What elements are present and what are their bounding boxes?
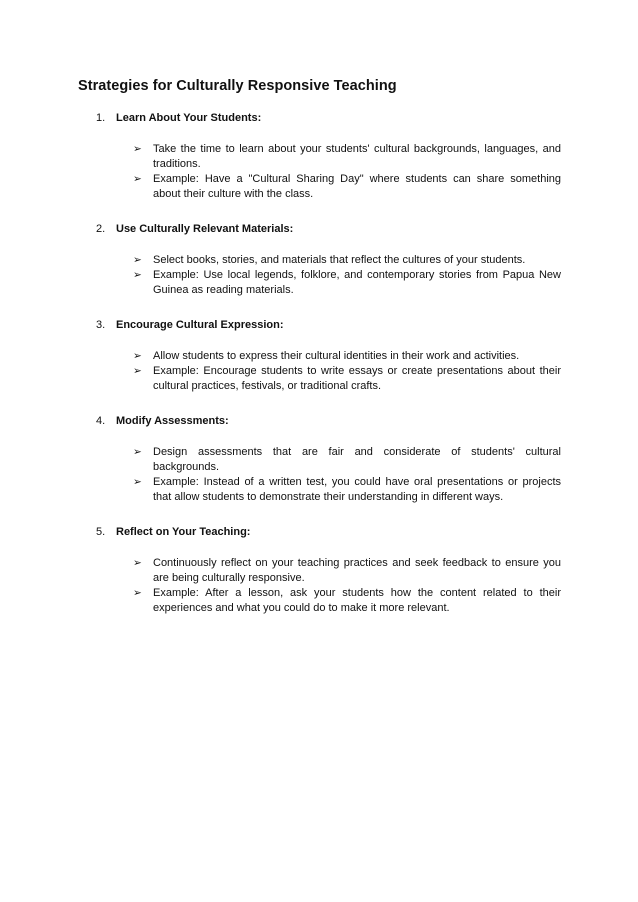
list-item xyxy=(133,253,561,268)
bullet-list xyxy=(0,556,638,616)
arrow-bullet-icon: ➢ xyxy=(133,269,142,281)
section-number: 4. xyxy=(96,415,106,427)
sections-list xyxy=(0,110,638,635)
section-title: Reflect on Your Teaching: xyxy=(116,526,251,538)
section-heading xyxy=(0,317,638,333)
section-heading xyxy=(0,524,638,540)
bullet-list xyxy=(0,349,638,394)
section-5 xyxy=(0,524,638,616)
list-item xyxy=(133,556,561,586)
arrow-bullet-icon: ➢ xyxy=(133,254,142,266)
section-title: Encourage Cultural Expression: xyxy=(116,319,284,331)
arrow-bullet-icon: ➢ xyxy=(133,476,142,488)
section-heading xyxy=(0,221,638,237)
bullet-text: Example: Instead of a written test, you could have oral presentations or projects that allow students to demonstrate their understanding in different ways. xyxy=(153,476,561,503)
section-2 xyxy=(0,221,638,298)
section-number: 5. xyxy=(96,526,106,538)
arrow-bullet-icon: ➢ xyxy=(133,173,142,185)
section-title: Modify Assessments: xyxy=(116,415,229,427)
bullet-text: Continuously reflect on your teaching practices and seek feedback to ensure you are being culturally responsive. xyxy=(153,557,561,584)
bullet-text: Allow students to express their cultural identities in their work and activities. xyxy=(153,350,520,362)
section-number: 3. xyxy=(96,319,106,331)
section-heading xyxy=(0,413,638,429)
list-item xyxy=(133,172,561,202)
list-item xyxy=(133,268,561,298)
bullet-text: Example: Have a "Cultural Sharing Day" where students can share something about their culture with the class. xyxy=(153,173,561,200)
bullet-text: Example: Use local legends, folklore, and contemporary stories from Papua New Guinea as reading materials. xyxy=(153,269,561,296)
list-item xyxy=(133,142,561,172)
bullet-text: Select books, stories, and materials that reflect the cultures of your students. xyxy=(153,254,526,266)
list-item xyxy=(133,364,561,394)
list-item xyxy=(133,445,561,475)
section-title: Learn About Your Students: xyxy=(116,112,262,124)
section-number: 1. xyxy=(96,112,106,124)
section-4 xyxy=(0,413,638,505)
section-1 xyxy=(0,110,638,202)
bullet-text: Take the time to learn about your students' cultural backgrounds, languages, and traditions. xyxy=(153,143,561,170)
bullet-text: Example: After a lesson, ask your students how the content related to their experiences and what you could do to make it more relevant. xyxy=(153,587,561,614)
bullet-list xyxy=(0,142,638,202)
arrow-bullet-icon: ➢ xyxy=(133,350,142,362)
bullet-text: Example: Encourage students to write essays or create presentations about their cultural practices, festivals, or traditional crafts. xyxy=(153,365,561,392)
arrow-bullet-icon: ➢ xyxy=(133,557,142,569)
bullet-text: Design assessments that are fair and considerate of students' cultural backgrounds. xyxy=(153,446,561,473)
bullet-list xyxy=(0,445,638,505)
arrow-bullet-icon: ➢ xyxy=(133,143,142,155)
list-item xyxy=(133,586,561,616)
section-heading xyxy=(0,110,638,126)
document-title: Strategies for Culturally Responsive Teaching xyxy=(78,78,397,94)
arrow-bullet-icon: ➢ xyxy=(133,365,142,377)
arrow-bullet-icon: ➢ xyxy=(133,446,142,458)
list-item xyxy=(133,475,561,505)
bullet-list xyxy=(0,253,638,298)
section-title: Use Culturally Relevant Materials: xyxy=(116,223,294,235)
section-number: 2. xyxy=(96,223,106,235)
section-3 xyxy=(0,317,638,394)
arrow-bullet-icon: ➢ xyxy=(133,587,142,599)
list-item xyxy=(133,349,561,364)
